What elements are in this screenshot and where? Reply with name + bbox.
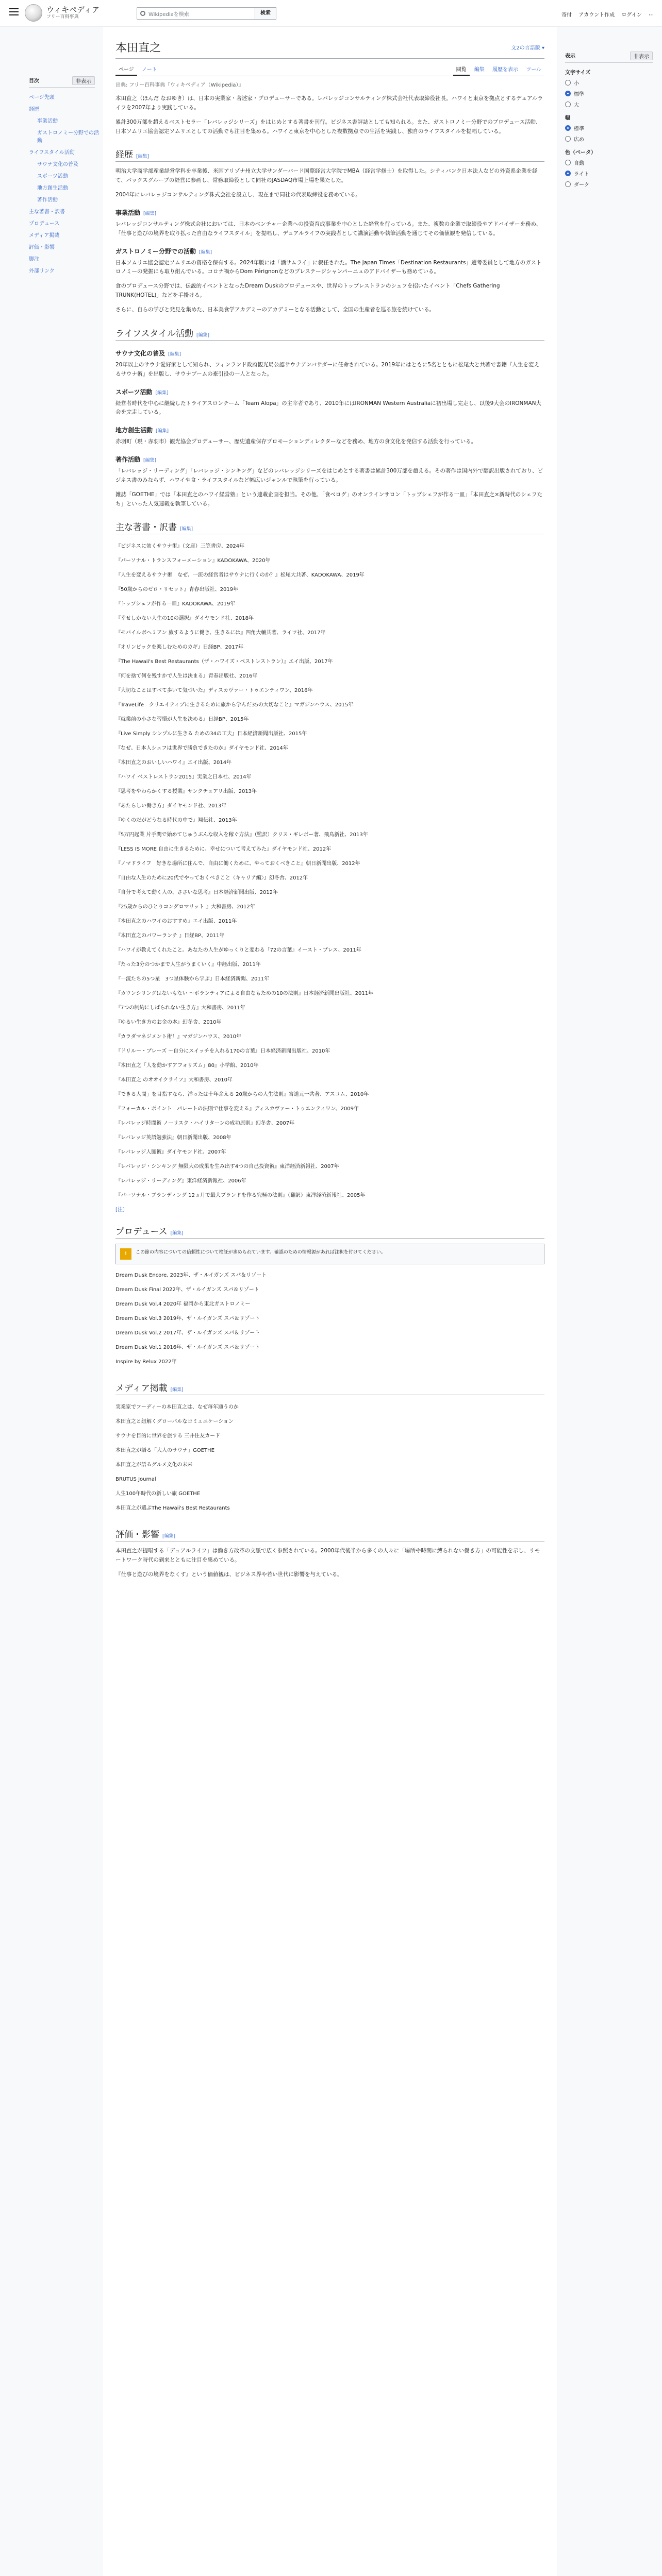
edit-link[interactable]: [編集] xyxy=(156,429,169,434)
edit-link[interactable]: [編集] xyxy=(143,211,157,216)
produce-item: Dream Dusk Final 2022年、ザ・ルイガンズ スパ＆リゾート xyxy=(115,1287,259,1293)
edit-link[interactable]: [編集] xyxy=(155,390,169,396)
produce-item: Dream Dusk Vol.2 2017年、ザ・ルイガンズ スパ＆リゾート xyxy=(115,1330,260,1336)
book-item: 『自分で考えて動く人の、ささいな思考』日本経済新聞出版、2012年 xyxy=(115,890,278,896)
works-citation-toggle[interactable]: [注] xyxy=(115,1207,125,1213)
edit-link[interactable]: [編集] xyxy=(196,332,209,338)
page-tabs xyxy=(115,63,544,76)
search-button[interactable]: 検索 xyxy=(255,7,276,20)
media-item: BRUTUS Journal xyxy=(115,1477,156,1483)
color-light[interactable]: ライト xyxy=(565,170,653,177)
edit-link[interactable]: [編集] xyxy=(170,1231,184,1236)
book-item: 『レバレッジ・リーディング』東洋経済新報社、2006年 xyxy=(115,1178,246,1184)
media-item: サウナを目的に世界を旅する 三井住友カード xyxy=(115,1433,221,1439)
text-size-standard[interactable]: 標準 xyxy=(565,90,653,97)
book-item: 『ノマドライフ 好きな場所に住んで、自由に働くために、やっておくべきこと』朝日新聞出版、2012年 xyxy=(115,861,360,867)
book-item: 『一流たちの5つ星 3つ星体験から学ぶ』日本経済新聞、2011年 xyxy=(115,976,270,982)
page-title: 本田直之 xyxy=(115,42,161,55)
book-item: 『レバレッジ時間術 ノーリスク・ハイリターンの成功原則』幻冬舎、2007年 xyxy=(115,1121,295,1127)
tab-talk[interactable]: ノート xyxy=(142,67,157,73)
toc-hide-button[interactable]: 非表示 xyxy=(72,76,95,85)
toc-item[interactable]: プロデュース xyxy=(29,221,60,227)
book-item: 『レバレッジ英語勉強法』朝日新聞出版、2008年 xyxy=(115,1135,231,1141)
user-links xyxy=(556,10,654,18)
tab-tools[interactable]: ツール xyxy=(526,67,541,73)
section-media: メディア掲載 [編集] xyxy=(115,1381,544,1395)
toc-item[interactable]: 脚注 xyxy=(29,257,39,262)
tab-history[interactable]: 履歴を表示 xyxy=(492,67,518,73)
book-item: 『レバレッジ人脈術』ダイヤモンド社、2007年 xyxy=(115,1149,226,1156)
book-item: 『あたらしい働き方』ダイヤモンド社、2013年 xyxy=(115,803,227,809)
search-form xyxy=(137,7,276,20)
book-item: 『Live Simply シンプルに生きる ための34の工夫』日本経済新聞出版社、2015年 xyxy=(115,731,307,737)
produce-item: Inspire by Relux 2022年 xyxy=(115,1359,177,1365)
book-item: 『ハワイが教えてくれたこと。あなたの人生がゆっくりと変わる「72の言葉』イースト・プレス、2011年 xyxy=(115,947,361,954)
toc-item[interactable]: メディア掲載 xyxy=(29,233,60,239)
edit-link[interactable]: [編集] xyxy=(136,154,150,160)
book-item: 『本田直之のおいしいハワイ』エイ出版、2014年 xyxy=(115,760,232,766)
book-item: 『幸せしかない人生の10の選択』ダイヤモンド社、2018年 xyxy=(115,616,254,622)
edit-link[interactable]: [編集] xyxy=(143,458,157,464)
book-item: 『本田直之のハワイのおすすめ』エイ出版、2011年 xyxy=(115,919,237,925)
more-icon[interactable]: ⋯ xyxy=(649,12,654,18)
media-item: 本田直之と紐解くグローバルなコミュニケーション xyxy=(115,1419,234,1425)
book-item: 『パーソナル・ブランディング 12ヵ月で最大ブランドを作る究極の法則』（翻訳）東洋経済新報社、2005年 xyxy=(115,1193,366,1199)
writing-paragraph: 雑誌「GOETHE」では「本田直之のハワイ経営塾」という連載企画を担当。その他、「食べログ」のオンラインサロン「トップシェフが作る一皿」「本田直之×新時代のシェフたち」といった人気連載を執筆している。 xyxy=(115,491,542,507)
verification-notice xyxy=(115,1244,544,1264)
book-item: 『トップシェフが作る一皿』KADOKAWA、2019年 xyxy=(115,601,236,607)
book-item: 『カラダマネジメント術！』マガジンハウス、2010年 xyxy=(115,1034,242,1040)
gastro-paragraph: 食のプロデュース分野では、伝説的イベントとなったDream Duskのプロデュースや、世界のトップレストランのシェフを招いたイベント「Chefs Gathering TRUNK(HOTEL)」などを手掛ける。 xyxy=(115,283,500,299)
toc-item[interactable]: ライフスタイル活動 xyxy=(29,150,75,156)
section-produce: プロデュース [編集] xyxy=(115,1224,544,1239)
produce-item: Dream Dusk Vol.4 2020年 福岡から東北ガストロノミー xyxy=(115,1301,251,1308)
section-sauna: サウナ文化の普及 [編集] xyxy=(115,349,181,357)
toc-item[interactable]: ガストロノミー分野での活動 xyxy=(37,130,99,144)
book-item: 『たった3分のつかまで人生がうまくいく』中経出版、2011年 xyxy=(115,962,261,968)
section-gastronomy: ガストロノミー分野での活動 [編集] xyxy=(115,247,212,255)
width-label: 幅 xyxy=(565,115,570,121)
section-regional: 地方創生活動 [編集] xyxy=(115,427,169,434)
book-item: 『本田直之「人を動かすアフォリズム」80』小学館、2010年 xyxy=(115,1063,259,1069)
book-item: 『なぜ、日本人シェフは世界で勝負できたのか』ダイヤモンド社、2014年 xyxy=(115,745,288,752)
book-item: 『25歳からのひとりコングロマリット 』大和書房、2012年 xyxy=(115,904,255,910)
section-lifestyle: ライフスタイル活動 [編集] xyxy=(115,326,544,341)
eval-paragraph: 『仕事と遊びの境界をなくす』という価値観は、ビジネス界や若い世代に影響を与えている。 xyxy=(115,1571,343,1578)
career-paragraph: 2004年にレバレッジコンサルティング株式会社を設立し、現在まで同社の代表取締役を務めている。 xyxy=(115,192,361,198)
search-icon xyxy=(140,11,145,16)
edit-link[interactable]: [編集] xyxy=(170,1387,184,1393)
media-item: 実業家でフーディーの本田直之は、なぜ毎年通うのか xyxy=(115,1404,239,1411)
book-item: 『モバイルボヘミアン 旅するように働き、生きるには』四角大輔共著、ライツ社、2017年 xyxy=(115,630,326,636)
edit-link[interactable]: [編集] xyxy=(162,1534,176,1539)
gastro-paragraph: 日本ソムリエ協会認定ソムリエの資格を保有する。2024年版には「酒サムライ」に叙任された。The Japan Times「Destination Restaurants」選考委員として地方のガストロノミーの発掘にも取り組んでいる。コロナ禍からDom Pérignonなどのプレステージシャンパーニュのアドバイザーも務めている。 xyxy=(115,259,542,275)
text-size-label: 文字サイズ xyxy=(565,70,591,76)
toc-item[interactable]: 地方創生活動 xyxy=(37,185,68,191)
language-count: 2の言語版 xyxy=(516,45,540,51)
book-item: 『50歳からのゼロ・リセット』青春出版社、2019年 xyxy=(115,587,239,593)
appearance-hide-button[interactable]: 非表示 xyxy=(630,52,653,60)
writing-paragraph: 「レバレッジ・リーディング」「レバレッジ・シンキング」などのレバレッジシリーズをはじめとする著書は累計300万部を超える。その著作は国内外で翻訳出版されており、ビジネス書のみならず、ハワイや食・ライフスタイルなど幅広いジャンルで執筆を行っている。 xyxy=(115,468,543,483)
book-item: 『ゆるい生き方のお金の本』幻冬舎、2010年 xyxy=(115,1020,222,1026)
regional-paragraph: 赤羽町（現・赤羽市）観光協会プロデューサー、歴史遺産保存プロモーションディレクターなどを務め、地方の食文化を発信する活動を行っている。 xyxy=(115,438,477,445)
toc-item[interactable]: スポーツ活動 xyxy=(37,174,68,179)
produce-item: Dream Dusk Vol.3 2019年、ザ・ルイガンズ スパ＆リゾート xyxy=(115,1316,260,1322)
book-item: 『フォーカル・ポイント パレートの法則で仕事を変える』ディスカヴァー・トゥエンティワン、2009年 xyxy=(115,1106,359,1112)
search-input[interactable] xyxy=(137,7,255,20)
media-item: 本田直之が選ぶThe Hawaii's Best Restaurants xyxy=(115,1505,230,1512)
toc-item[interactable]: 事業活動 xyxy=(37,118,58,124)
book-item: 『The Hawaii's Best Restaurants（ザ・ハワイズ・ベストレストラン）』エイ出版、2017年 xyxy=(115,659,333,665)
book-item: 『ゆくのだがどうなる時代の中で』翔伝社、2013年 xyxy=(115,818,237,824)
book-item: 『TraveLife クリエイティブに生きるために旅から学んだ35の大切なこと』マガジンハウス、2015年 xyxy=(115,702,354,708)
book-item: 『5万円起業 片手間で始めてじゅうぶんな収入を稼ぐ方法』（監訳）クリス・ギレボー著、飛鳥新社、2013年 xyxy=(115,832,368,838)
book-item: 『本田直之 のオオイクライフ』大和書房、2010年 xyxy=(115,1077,233,1083)
edit-link[interactable]: [編集] xyxy=(199,249,212,255)
book-item: 『ビジネスに効くサウナ術』（文庫）三笠書房、2024年 xyxy=(115,544,245,550)
search-placeholder: Wikipediaを検索 xyxy=(148,11,189,18)
logo-title: ウィキペディア xyxy=(46,5,100,15)
book-item: 『レバレッジ・シンキング 無限大の成果を生み出す4つの自己投資術』東洋経済新報社、2007年 xyxy=(115,1164,339,1170)
section-writing: 著作活動 [編集] xyxy=(115,456,157,464)
book-item: 『就業前の小さな習慣が人生を決める』日経BP、2015年 xyxy=(115,717,249,723)
toc-item[interactable]: サウナ文化の普及 xyxy=(37,162,78,167)
section-sports: スポーツ活動 [編集] xyxy=(115,388,169,396)
toc-item[interactable]: 評価・影響 xyxy=(29,245,55,250)
book-item: 『思考をやわらかくする授業』サンクチュアリ出版、2013年 xyxy=(115,789,257,795)
logo-subtitle: フリー百科事典 xyxy=(46,14,79,20)
book-item: 『ハワイ ベストレストラン2015』実業之日本社、2014年 xyxy=(115,774,252,781)
color-auto[interactable]: 自動 xyxy=(565,159,653,166)
toc-item[interactable]: 外部リンク xyxy=(29,268,55,274)
sauna-paragraph: 20年以上のサウナ愛好家として知られ、フィンランド政府観光局公認サウナアンバサダーに任命されている。2019年にはともに5名とともに松尾大と共著で書籍『人生を変えるサウナ術』を出版し、サウナブームの牽引役の一人となった。 xyxy=(115,361,539,377)
media-item: 本田直之が語る「大人のサウナ」GOETHE xyxy=(115,1448,214,1454)
produce-item: Dream Dusk Vol.1 2016年、ザ・ルイガンズ スパ＆リゾート xyxy=(115,1345,260,1351)
color-label: 色（ベータ） xyxy=(565,150,596,156)
book-item: 『何を捨て何を残すかで人生は決まる』青春出版社、2016年 xyxy=(115,673,258,680)
section-works: 主な著書・訳書 [編集] xyxy=(115,520,544,534)
edit-link[interactable]: [編集] xyxy=(180,527,193,532)
business-paragraph: レバレッジコンサルティング株式会社においては、日本のベンチャー企業への投資育成事業を中心とした経営を行っている。また、複数の企業で取締役やアドバイザーを務め、「仕事と遊びの境界を取り払った自由なライフスタイル」を提唱し、デュアルライフの実践者として講演活動や執筆活動を通じてその価値観を発信している。 xyxy=(115,221,542,236)
book-item: 『パーソナル・トランスフォーメーション』KADOKAWA、2020年 xyxy=(115,558,271,564)
book-item: 『人生を変えるサウナ術 なぜ、一流の経営者はサウナに行くのか？』松尾大共著、KADOKAWA、2019年 xyxy=(115,572,365,579)
width-wide[interactable]: 広め xyxy=(565,135,653,143)
eval-paragraph: 本田直之が提唱する「デュアルライフ」は働き方改革の文脈で広く参照されている。2000年代後半から多くの人々に「場所や時間に縛られない働き方」の可能性を示し、リモートワーク時代の到来とともに注目を集めている。 xyxy=(115,1548,540,1564)
text-size-large[interactable]: 大 xyxy=(565,100,653,108)
site-logo[interactable] xyxy=(25,4,100,22)
media-item: 人生100年時代の新しい旅 GOETHE xyxy=(115,1491,201,1497)
language-selector[interactable]: 文2の言語版 ▾ xyxy=(511,45,544,51)
intro-paragraph: 累計300万部を超えるベストセラー「レバレッジシリーズ」をはじめとする著書を刊行。ビジネス書評誌としても知られる。また、ガストロノミー分野でのプロデュース活動、日本ソムリエ協会認定ソムリエとしての活動でも注目を集める。ハワイと東京を中心とした複数拠点での生活を実践し、独自のライフスタイルを提唱している。 xyxy=(115,118,541,134)
intro-paragraph: 本田直之（ほんだ なおゆき）は、日本の実業家・著述家・プロデューサーである。レバレッジコンサルティング株式会社代表取締役社長。ハワイと東京を拠点とするデュアルライフを2007年より実践している。 xyxy=(115,95,543,111)
wikipedia-globe-icon xyxy=(25,4,42,22)
section-evaluation: 評価・影響 [編集] xyxy=(115,1527,544,1541)
color-dark[interactable]: ダーク xyxy=(565,180,653,188)
tab-article[interactable]: ページ xyxy=(115,63,137,76)
career-paragraph: 明治大学商学部産業経営学科を卒業後、米国アリゾナ州立大学サンダーバード国際経営大学院でMBA（経営学修士）を取得した。シティバンク日本法人などの外資系企業を経て、バックスグループの経営に参画し、常務取締役として同社のJASDAQ市場上場を果たした。 xyxy=(115,168,538,184)
book-item: 『自由な人生のために20代でやっておくべきこと〈キャリア編〉』幻冬舎、2012年 xyxy=(115,875,308,882)
book-item: 『オリンピックを楽しむためのカギ』日経BP、2017年 xyxy=(115,645,243,651)
produce-item: Dream Dusk Encore, 2023年、ザ・ルイガンズ スパ＆リゾート xyxy=(115,1273,267,1279)
tab-read[interactable]: 閲覧 xyxy=(453,63,470,76)
book-item: 『7つの制約にしばられない生き方』大和書房、2011年 xyxy=(115,1005,245,1011)
toc-heading: 目次 xyxy=(29,78,39,84)
donate-link[interactable]: 寄付 xyxy=(561,12,572,18)
site-header xyxy=(0,0,662,27)
toc-sidebar xyxy=(0,27,103,276)
article-source: 出典: フリー百科事典『ウィキペディア（Wikipedia）』 xyxy=(115,82,244,88)
book-item: 『カウンシリングはないもない ～ボランティアによる自由なもための10の法則』日本経済新聞出版社、2011年 xyxy=(115,991,374,997)
warning-icon: ! xyxy=(120,1248,131,1260)
toc-item[interactable]: 経歴 xyxy=(29,107,39,112)
toc-item[interactable]: 著作活動 xyxy=(37,197,58,203)
sports-paragraph: 経営者時代を中心に継続したトライアスロンチーム「Team Alopa」の主宰者であり、2010年にはIRONMAN Western Australiaに初出場し完走し、以後9大会のIRONMAN大会を完走している。 xyxy=(115,400,541,416)
edit-link[interactable]: [編集] xyxy=(168,351,181,357)
appearance-heading: 表示 xyxy=(565,54,575,59)
section-business: 事業活動 [編集] xyxy=(115,209,157,216)
book-item: 『大切なことはすべて歩いて気づいた』ディスカヴァー・トゥエンティワン、2016年 xyxy=(115,688,313,694)
toc-item[interactable]: ページ先頭 xyxy=(29,95,55,100)
media-item: 本田直之が語るグルメ文化の未来 xyxy=(115,1462,193,1468)
book-item: 『できる人間」を目指すなら、洋ったは十年余える 20歳からの人生法則』宮道元一共著、アスコム、2010年 xyxy=(115,1092,369,1098)
create-account-link[interactable]: アカウント作成 xyxy=(578,12,615,18)
gastro-paragraph: さらに、自らの学びと発見を集めた、日本美食学アカデミーのアカデミーとなる活動として、全国の生産者を巡る旅を続けている。 xyxy=(115,306,435,313)
section-career: 経歴 [編集] xyxy=(115,147,544,162)
book-item: 『本田直之のパワーランチ 』日経BP、2011年 xyxy=(115,933,225,939)
width-standard[interactable]: 標準 xyxy=(565,124,653,132)
main-menu-icon[interactable] xyxy=(9,8,19,15)
notice-text: この節の内容についての信頼性について検証が求められています。確認のための情報源があれば注釈を付けてください。 xyxy=(136,1250,386,1256)
main-content xyxy=(103,27,557,2576)
tab-edit[interactable]: 編集 xyxy=(474,67,485,73)
book-item: 『LESS IS MORE 自由に生きるために、幸せについて考えてみた』ダイヤモンド社、2012年 xyxy=(115,846,332,853)
login-link[interactable]: ログイン xyxy=(621,12,642,18)
text-size-small[interactable]: 小 xyxy=(565,79,653,87)
appearance-panel xyxy=(565,52,653,191)
book-item: 『ドリルー・プレーズ ～自分にスイッチを入れる170の言葉』日本経済新聞出版社、2010年 xyxy=(115,1048,330,1055)
toc-item[interactable]: 主な著書・訳書 xyxy=(29,209,65,215)
